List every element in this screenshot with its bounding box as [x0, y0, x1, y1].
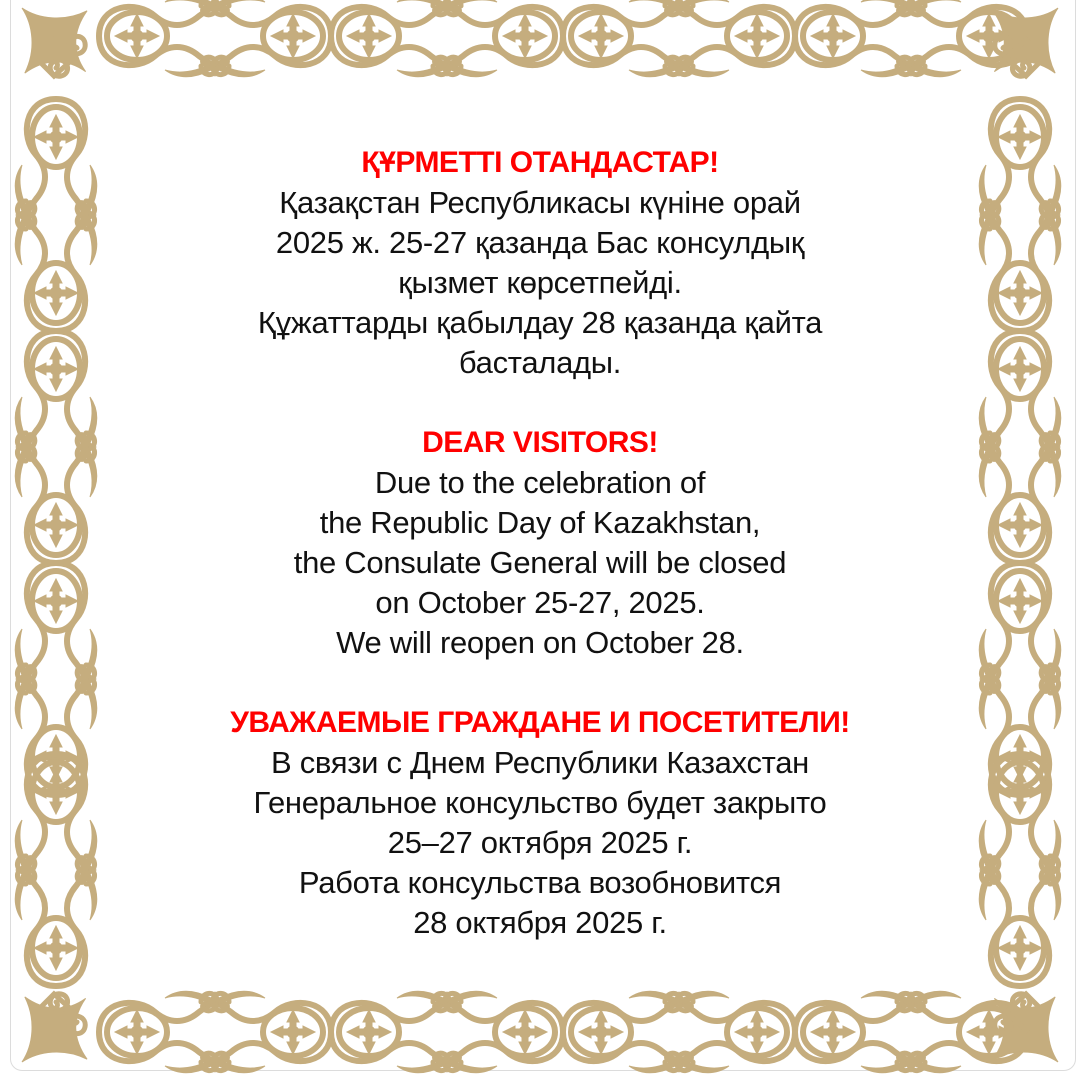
english-section	[130, 423, 950, 663]
kazakh-line: басталады.	[458, 345, 622, 380]
kazakh-heading: ҚҰРМЕТТІ ОТАНДАСТАР!	[361, 146, 719, 179]
english-line: the Republic Day of Kazakhstan,	[319, 505, 761, 540]
kazakh-line: 2025 ж. 25-27 қазанда Бас консулдық	[275, 225, 805, 260]
russian-line: В связи с Днем Республики Казахстан	[271, 745, 809, 780]
russian-line: 28 октября 2025 г.	[413, 905, 667, 940]
kazakh-line: Қазақстан Республикасы күніне орай	[279, 185, 801, 220]
russian-section	[130, 703, 950, 943]
english-line: Due to the celebration of	[374, 465, 706, 500]
english-line: the Consulate General will be closed	[293, 545, 787, 580]
russian-heading: УВАЖАЕМЫЕ ГРАЖДАНЕ И ПОСЕТИТЕЛИ!	[230, 706, 850, 739]
english-line: We will reopen on October 28.	[336, 625, 744, 660]
russian-line: Работа консульства возобновится	[298, 865, 782, 900]
english-line: on October 25-27, 2025.	[375, 585, 705, 620]
english-heading: DEAR VISITORS!	[422, 426, 658, 459]
russian-line: Генеральное консульство будет закрыто	[253, 785, 827, 820]
kazakh-section	[130, 143, 950, 383]
closure-notice	[130, 143, 950, 943]
kazakh-line: қызмет көрсетпейді.	[398, 265, 682, 300]
russian-line: 25–27 октября 2025 г.	[387, 825, 693, 860]
kazakh-line: Құжаттарды қабылдау 28 қазанда қайта	[257, 305, 823, 340]
